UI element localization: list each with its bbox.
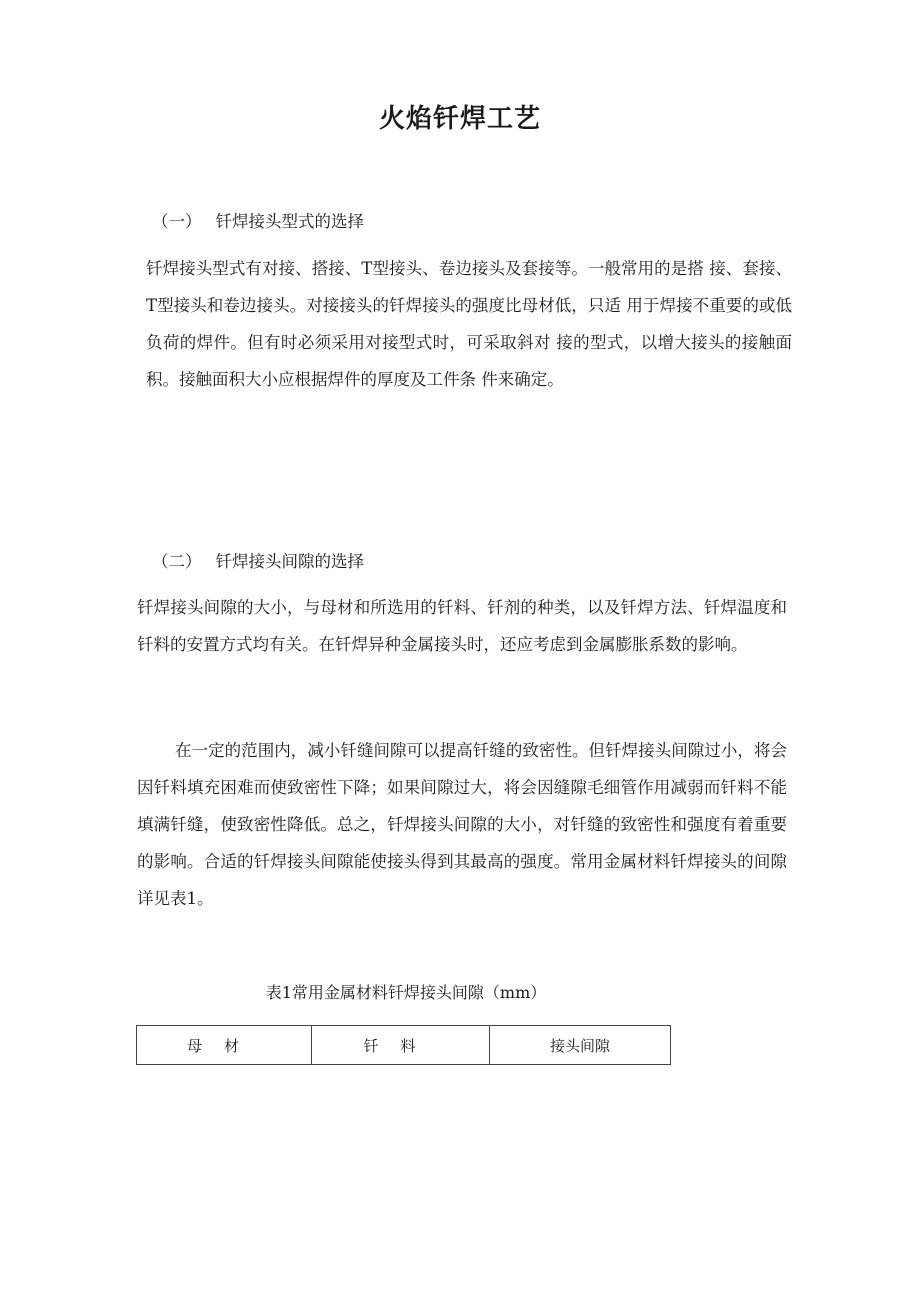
table-caption: 表1常用金属材料钎焊接头间隙（mm）	[265, 983, 547, 1002]
table-header-row	[137, 1026, 671, 1065]
joint-gap-table	[136, 1025, 671, 1065]
table-header-filler-metal: 钎料	[312, 1026, 490, 1065]
section-number-1: （一）	[152, 212, 202, 231]
section-heading-2	[152, 548, 364, 572]
section-title-1: 钎焊接头型式的选择	[215, 212, 364, 231]
section-title-2: 钎焊接头间隙的选择	[215, 552, 364, 571]
section-heading-1	[152, 208, 364, 232]
table-header-joint-gap: 接头间隙	[490, 1026, 671, 1065]
table-header-base-material: 母材	[137, 1026, 312, 1065]
section-2-paragraph-2: 在一定的范围内，减小钎缝间隙可以提高钎缝的致密性。但钎焊接头间隙过小，将会因钎料填充困难而使致密性下降；如果间隙过大，将会因缝隙毛细管作用减弱而钎料不能填满钎缝，使致密性降低。总之，钎焊接头间隙的大小，对钎缝的致密性和强度有着重要的影响。合适的钎焊接头间隙能使接头得到其最高的强度。常用金属材料钎焊接头的间隙详见表1。	[137, 741, 787, 908]
section-2-paragraph-1: 钎焊接头间隙的大小，与母材和所选用的钎料、钎剂的种类，以及钎焊方法、钎焊温度和钎料的安置方式均有关。在钎焊异种金属接头时，还应考虑到金属膨胀系数的影响。	[137, 598, 787, 654]
section-number-2: （二）	[152, 552, 202, 571]
section-1-paragraph: 钎焊接头型式有对接、搭接、T型接头、卷边接头及套接等。一般常用的是搭 接、套接、T型接头和卷边接头。对接接头的钎焊接头的强度比母材低，只适 用于焊接不重要的或低负荷的焊件。但有时必须采用对接型式时，可采取斜对 接的型式，以增大接头的接触面积。接触面积大小应根据焊件的厚度及工件条 件来确定。	[146, 259, 792, 389]
page-title: 火焰钎焊工艺	[378, 104, 541, 134]
